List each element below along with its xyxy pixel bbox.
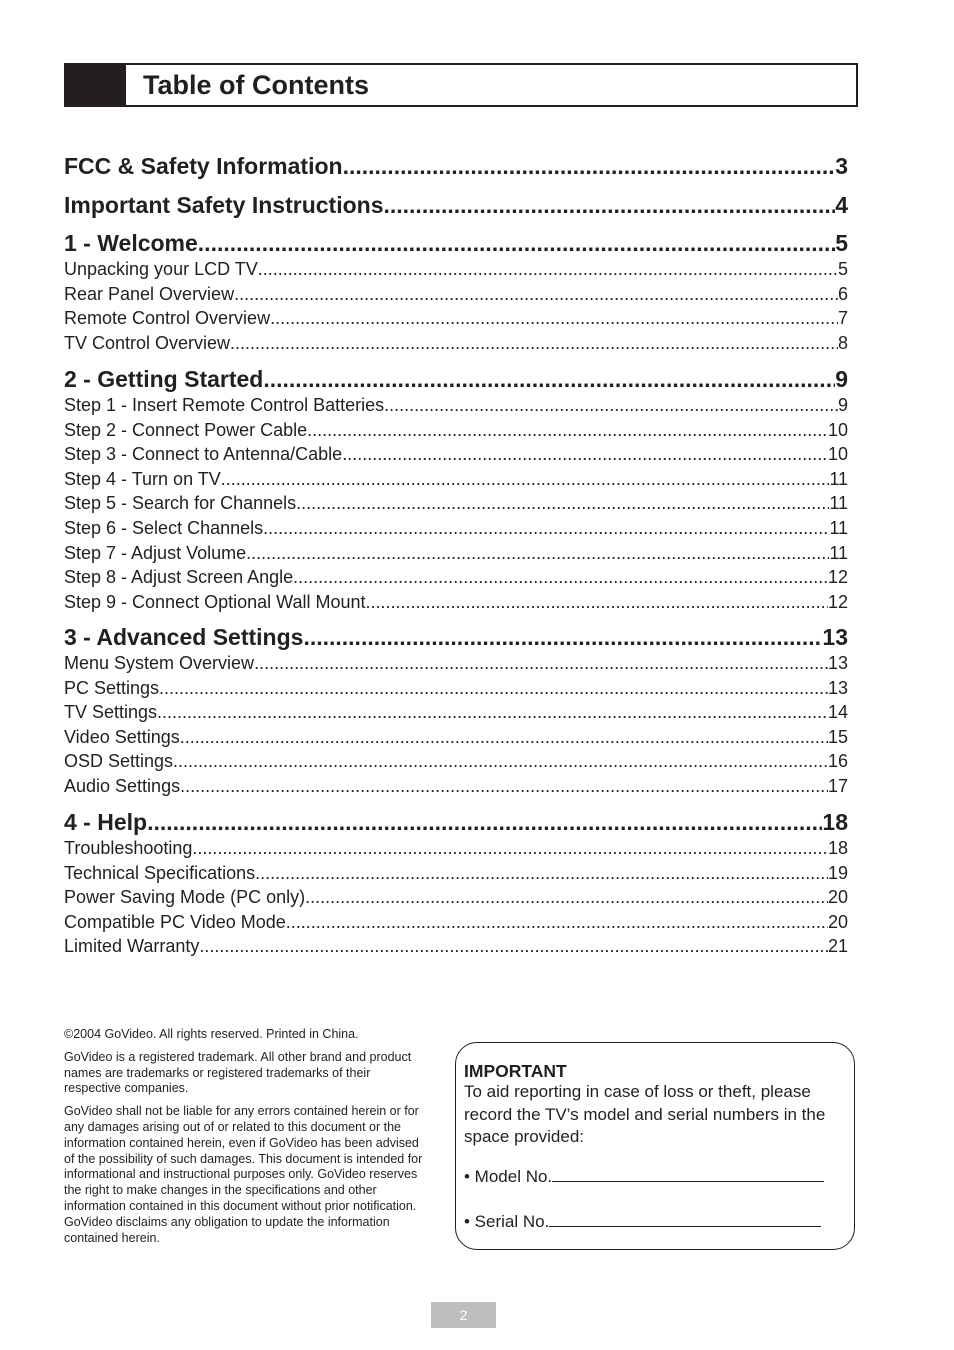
toc-leader-dots [293, 565, 828, 589]
toc-leader-dots [343, 151, 836, 181]
serial-number-line [549, 1210, 821, 1227]
toc-entry-row[interactable] [64, 331, 848, 355]
toc-entry-title: Audio Settings [64, 776, 181, 796]
toc-entry-title: Limited Warranty [64, 936, 200, 957]
important-text: To aid reporting in case of loss or theft, please record the TV’s model and serial numbers in the space provided: [464, 1082, 826, 1146]
toc-entry-title: Step 5 - Search for Channels [64, 493, 297, 514]
toc-entry-row[interactable] [64, 590, 848, 614]
toc-entry-page: 10 [827, 419, 848, 440]
toc-entry-row[interactable] [64, 418, 848, 442]
toc-leader-dots [199, 934, 828, 958]
toc-entry-title: Compatible PC Video Mode [64, 911, 286, 932]
toc-entry-row[interactable] [64, 393, 848, 417]
toc-entry-page: 16 [827, 751, 848, 772]
toc-entry-title: OSD Settings [64, 751, 174, 772]
toc-leader-dots [305, 885, 828, 909]
toc-entry-row[interactable] [64, 282, 848, 306]
toc-entry-row[interactable] [64, 774, 848, 798]
toc-section-page: 3 [835, 153, 848, 179]
toc-entry-title: Unpacking your LCD TV [64, 259, 258, 279]
serial-number-label: • Serial No. [464, 1212, 550, 1231]
toc-entry-row[interactable] [64, 934, 848, 958]
toc-leader-dots [180, 725, 828, 749]
toc-entry-page: 17 [827, 776, 848, 796]
toc-entry-page: 6 [837, 283, 848, 304]
toc-leader-dots [159, 676, 828, 700]
toc-entry-page: 12 [827, 567, 848, 588]
title-accent-block [66, 65, 126, 105]
toc-entry-page: 7 [837, 308, 848, 329]
toc-section-title: 1 - Welcome [64, 230, 198, 256]
toc-leader-dots [365, 590, 827, 614]
toc-leader-dots [296, 491, 829, 515]
toc-leader-dots [221, 467, 830, 491]
toc-section-page: 9 [835, 366, 848, 392]
toc-entry-page: 10 [827, 444, 848, 465]
toc-entry-row[interactable] [64, 565, 848, 589]
toc-section-row[interactable] [64, 190, 848, 220]
toc-leader-dots [230, 331, 838, 355]
toc-entry-row[interactable] [64, 700, 848, 724]
toc-entry-title: Menu System Overview [64, 653, 255, 673]
toc-section-title: 2 - Getting Started [64, 366, 264, 392]
toc-entry-row[interactable] [64, 491, 848, 515]
toc-entry-row[interactable] [64, 467, 848, 491]
toc-entry-row[interactable] [64, 516, 848, 540]
toc-section-title: 3 - Advanced Settings [64, 624, 304, 650]
toc-entry-title: Step 8 - Adjust Screen Angle [64, 567, 294, 588]
toc-leader-dots [258, 257, 838, 281]
toc-entry-page: 18 [827, 838, 848, 858]
disclaimer-text: GoVideo shall not be liable for any errors contained herein or for any damages arising out of or related to this document or the information contained herein, even if GoVideo has been advised of the possibility of such damages. This document is intended for informational and instructional purposes only. GoVideo reserves the right to make changes in the specifications and other information contained in this document without prior notification. GoVideo disclaims any obligation to update the information contained herein. [64, 1104, 423, 1245]
toc-entry-title: Power Saving Mode (PC only) [64, 887, 306, 908]
toc-entry-title: Step 7 - Adjust Volume [64, 542, 247, 563]
toc-leader-dots [147, 807, 822, 837]
toc-entry-page: 13 [827, 653, 848, 673]
toc-entry-title: Rear Panel Overview [64, 283, 235, 304]
toc-leader-dots [173, 749, 828, 773]
toc-entry-title: Step 1 - Insert Remote Control Batteries [64, 395, 385, 415]
toc-entry-title: Step 4 - Turn on TV [64, 468, 221, 489]
toc-leader-dots [384, 393, 838, 417]
toc-entry-title: TV Settings [64, 702, 158, 723]
toc-entry-title: Step 2 - Connect Power Cable [64, 419, 308, 440]
toc-leader-dots [383, 190, 835, 220]
toc-entry-page: 11 [829, 493, 848, 514]
important-heading: IMPORTANT [464, 1061, 567, 1081]
toc-entry-row[interactable] [64, 442, 848, 466]
toc-entry-title: PC Settings [64, 677, 160, 698]
toc-entry-page: 11 [829, 468, 848, 489]
toc-entry-title: Troubleshooting [64, 838, 193, 858]
copyright-text: ©2004 GoVideo. All rights reserved. Printed in China. [64, 1027, 359, 1041]
toc-entry-page: 20 [827, 887, 848, 908]
toc-entry-row[interactable] [64, 910, 848, 934]
toc-entry-title: Step 3 - Connect to Antenna/Cable [64, 444, 343, 465]
toc-entry-row[interactable] [64, 749, 848, 773]
toc-leader-dots [255, 861, 828, 885]
toc-leader-dots [192, 836, 828, 860]
toc-leader-dots [246, 541, 829, 565]
toc-leader-dots [157, 700, 828, 724]
toc-leader-dots [270, 306, 838, 330]
toc-leader-dots [254, 651, 828, 675]
toc-section-page: 13 [822, 624, 848, 650]
toc-entry-page: 13 [827, 677, 848, 698]
toc-entry-page: 20 [827, 911, 848, 932]
toc-section-title: FCC & Safety Information [64, 153, 343, 179]
toc-leader-dots [263, 516, 829, 540]
toc-entry-row[interactable] [64, 725, 848, 749]
toc-entry-title: Step 9 - Connect Optional Wall Mount [64, 591, 366, 612]
toc-entry-title: Step 6 - Select Channels [64, 518, 264, 538]
toc-section-row[interactable] [64, 228, 848, 258]
toc-leader-dots [286, 910, 828, 934]
toc-entry-row[interactable] [64, 836, 848, 860]
toc-entry-title: Remote Control Overview [64, 308, 271, 329]
page-title: Table of Contents [143, 70, 369, 100]
page-number-badge: 2 [431, 1302, 496, 1328]
toc-section-row[interactable] [64, 364, 848, 394]
toc-section-row[interactable] [64, 151, 848, 181]
toc-section-page: 18 [822, 809, 848, 835]
toc-entry-row[interactable] [64, 885, 848, 909]
toc-entry-page: 11 [829, 518, 848, 538]
toc-entry-page: 12 [827, 591, 848, 612]
toc-section-title: Important Safety Instructions [64, 192, 384, 218]
toc-entry-row[interactable] [64, 257, 848, 281]
toc-entry-page: 11 [829, 542, 848, 563]
toc-entry-row[interactable] [64, 676, 848, 700]
toc-entry-page: 5 [837, 259, 848, 279]
toc-entry-page: 8 [837, 332, 848, 353]
toc-section-title: 4 - Help [64, 809, 148, 835]
toc-leader-dots [342, 442, 828, 466]
toc-entry-title: Video Settings [64, 726, 180, 747]
legal-notice [64, 1027, 424, 1253]
title-bar [64, 63, 858, 107]
toc-leader-dots [263, 364, 835, 394]
toc-entry-page: 9 [837, 395, 848, 415]
toc-leader-dots [303, 622, 822, 652]
toc-entry-page: 19 [827, 862, 848, 883]
toc-leader-dots [198, 228, 835, 258]
toc-leader-dots [307, 418, 828, 442]
toc-section-page: 4 [835, 192, 848, 218]
toc-entry-row[interactable] [64, 306, 848, 330]
toc-section-row[interactable] [64, 622, 848, 652]
model-number-field [464, 1165, 824, 1188]
toc-entry-title: Technical Specifications [64, 862, 256, 883]
toc-entry-row[interactable] [64, 651, 848, 675]
toc-entry-page: 15 [827, 726, 848, 747]
toc-section-page: 5 [835, 230, 848, 256]
toc-leader-dots [234, 282, 838, 306]
toc-entry-page: 21 [827, 936, 848, 957]
toc-entry-row[interactable] [64, 541, 848, 565]
serial-number-field [464, 1210, 821, 1233]
toc-entry-page: 14 [827, 702, 848, 723]
trademark-text: GoVideo is a registered trademark. All other brand and product names are trademarks or registered trademarks of their respective companies. [64, 1049, 412, 1096]
toc-entry-title: TV Control Overview [64, 332, 231, 353]
model-number-label: • Model No. [464, 1167, 553, 1186]
toc-entry-row[interactable] [64, 861, 848, 885]
model-number-line [552, 1165, 824, 1182]
toc-section-row[interactable] [64, 807, 848, 837]
toc-leader-dots [180, 774, 828, 798]
